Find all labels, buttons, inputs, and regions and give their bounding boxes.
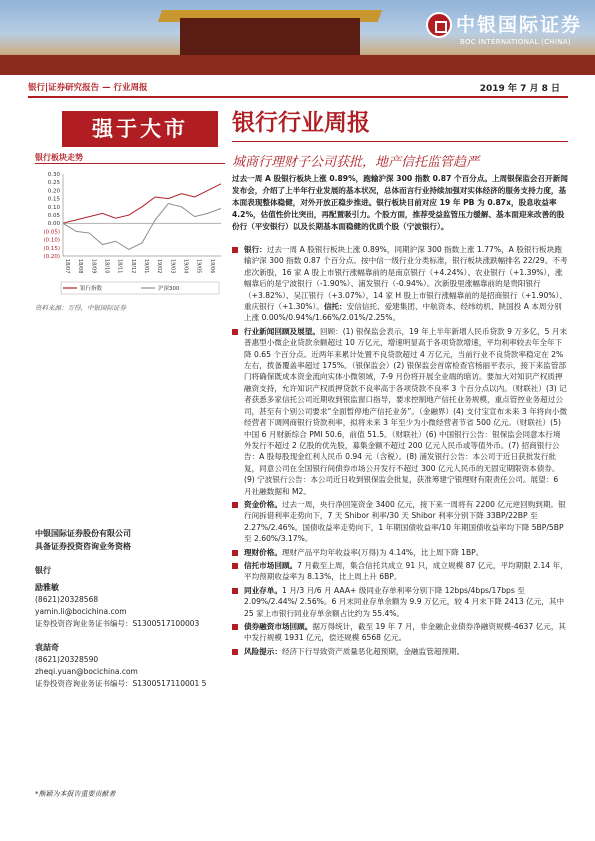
logo-en: BOC INTERNATIONAL (CHINA) [460, 38, 571, 46]
bullet-marker-icon [232, 550, 238, 556]
x-tick-label: 19/05 [195, 259, 202, 274]
bullet-text: 过去一周，央行净回笼资金 3400 亿元，接下来一周将有 2200 亿元逆回购到期。银行间拆借利率走势向下，7 天 Shibor 利率/30 天 Shibor 利率分别下降 33BP/22BP 至 2.27%/2.46%。国债收益率走势向下，1 年期国债收益率/10 年期国债收益率均下降 5BP/5BP 至 2.60%/3.17%。 [244, 499, 566, 544]
legend-label: 银行指数 [80, 286, 103, 292]
x-tick-label: 18/12 [129, 259, 136, 274]
x-tick-label: 19/01 [143, 259, 149, 274]
analyst-phone: (8621)20328590 [35, 655, 99, 664]
bullet-lead: 信托： [323, 302, 347, 312]
bullet-text: 安信信托、爱建集团、中航资本、经纬纺机、陕国投 A 本周分别上涨 0.00%/0.94%/1.66%/2.01%/2.25%。 [244, 302, 562, 323]
bullet-lead: 风险提示： [244, 646, 282, 656]
bullet-lead: 债券融资市场回顾。 [244, 622, 313, 631]
bullet-item [232, 326, 568, 497]
bullet-text: 7 月截至上周，集合信托共成立 91 只，成立规模 87 亿元，平均期限 2.14 年，平均预期收益率为 8.13%，比上周上升 6BP。 [244, 560, 568, 582]
series-line-0 [63, 184, 221, 223]
firm-qualification: 具备证券投资咨询业务资格 [35, 542, 131, 551]
department: 银行 [35, 566, 51, 575]
page-title: 银行行业周报 [232, 109, 370, 136]
x-tick-label: 18/11 [116, 259, 123, 274]
analyst-card [35, 582, 220, 630]
bullet-text: 据万得统计，截至 19 年 7 月，非金融企业债券净融资规模-4637 亿元，其中发行规模 1931 亿元，偿还规模 6568 亿元。 [244, 622, 567, 643]
y-tick-label: 0.10 [47, 204, 60, 211]
analyst-cert: 证券投资咨询业务证书编号：S1300517110001 5 [35, 679, 207, 688]
series-line-1 [63, 204, 221, 250]
chart-source: 资料来源：万得，中银国际证券 [35, 304, 126, 312]
bullet-lead: 资金价格。 [244, 499, 282, 509]
report-date: 2019 年 7 月 8 日 [479, 84, 560, 94]
y-tick-label: 0.05 [47, 213, 60, 219]
y-tick-label: (0.20) [43, 254, 60, 260]
x-tick-label: 18/07 [64, 259, 70, 274]
bullet-lead: 行业新闻回顾及展望。 [244, 326, 320, 336]
sector-trend-chart [35, 168, 225, 300]
contributor-note: *熊颖为本报告重要贡献者 [35, 790, 116, 798]
bullet-lead: 同业存单。 [244, 585, 282, 595]
chart-title-divider [35, 163, 225, 164]
bullet-item [232, 560, 568, 583]
analyst-email[interactable]: yamin.li@bocichina.com [35, 607, 127, 616]
bullet-marker-icon [232, 563, 238, 569]
key-points [232, 244, 568, 659]
bullet-text: 1 月/3 月/6 月 AAA+ 级同业存单利率分别下降 12bps/4bps/17bps 至 2.09%/2.44%/ 2.56%。6 月末同业存单余额为 9.9 万亿元，较 4 月末下降 2413 亿元，其中 25 家上市银行同业存单余额占比约为 55.4%。 [244, 585, 565, 618]
y-tick-label: 0.25 [47, 180, 60, 187]
summary-paragraph: 过去一周 A 股银行板块上涨 0.89%，跑输沪深 300 指数 0.87 个百分点。上周银保监会召开新闻发布会，介绍了上半年行业发展的基本状况，总体而言行业持续加强对实体经济的服务支持力度，基本面表现整体稳健，对外开放正稳步推进。银行板块目前对应 19 年 PB 为 0.87x，股息收益率 4.2%，估值性价比突出，再配置吸引力。个股方面，推荐受益监管压力缓解、基本面迎来改善的股份行（平安银行）以及长期基本面稳健的优质个股（宁波银行）。 [232, 174, 568, 231]
bullet-text: 理财产品平均年收益率(万得)为 4.14%，比上周下降 1BP。 [281, 547, 484, 557]
bullet-marker-icon [232, 502, 238, 508]
analyst-name: 袁喆奇 [35, 643, 59, 652]
analyst-name: 励雅敏 [35, 583, 59, 592]
banner-building [180, 18, 360, 58]
bullet-text: 回顾：(1) 银保监会表示，19 年上半年新增人民币贷款 9 万多亿，5 月末普惠型小微企业贷款余额超过 10 万亿元，增速明显高于各项贷款增速，平均利率较去年全年下降 0.65 个百分点。近两年来累计处置不良贷款超过 4 万亿元，当前行业不良贷款率稳定在 2% 左右，拨备覆盖率超过 175%。（银保监会）(2) 银保监会首席检查官杨丽平表示，接下来监管部门将确保既成本资金流向实体小微领域，7-9 月份将开展全业端的暗访。要加大对知识产权质押融资支持，允许知识产权质押贷款不良率高于各项贷款不良率 3 个百分点以内。（财联社）(3) 记者获悉多家信托公司近期收到银监窗口指导，要求控制地产信托业务规模，重点管控业务超过公司，甚至有个别公司要求“全面暂停地产信托业务”。（金融界）(4) 支付宝宣布未来 3 年将向小微经营者下调网商银行贷款利率，拟将未来 3 年至少为小微经营者节省 500 亿元。（财联社）(5) 中国 6 月财新综合 PMI 50.6，前值 51.5。（财联社）(6) 中国银行公告：银保监会同意本行境外发行不超过 2 亿股的优先股，募集金额不超过 200 亿元人民币或等值外币。(7) 招商银行公告：A 股每股现金红利人民币 0.94 元（含税）。(8) 浦发银行公告：本公司于近日获批发行批复，同意公司在全国银行间债券市场公开发行不超过 300 亿元人民币的无固定期限资本债券。(9) 宁波银行公告：本公司近日收到银保监会批复，获准筹建宁银理财有限责任公司。展望：6 月社融数据和 M2。 [244, 326, 568, 496]
x-tick-label: 19/03 [169, 259, 176, 274]
analyst-card [35, 642, 220, 690]
firm-name: 中银国际证券股份有限公司 [35, 529, 131, 538]
bullet-marker-icon [232, 624, 238, 630]
x-tick-label: 19/04 [182, 259, 189, 274]
boc-logo-icon [426, 12, 452, 38]
bullet-lead: 信托市场回顾。 [244, 560, 298, 570]
bullet-marker-icon [232, 329, 238, 335]
rating-badge: 强于大市 [62, 111, 218, 147]
legend-label: 沪深300 [158, 286, 180, 292]
company-logo [426, 6, 591, 52]
bullet-marker-icon [232, 588, 238, 594]
logo-cn: 中银国际证券 [456, 14, 583, 36]
bullet-item [232, 244, 568, 324]
y-tick-label: 0.15 [47, 196, 60, 203]
bullet-lead: 理财价格。 [244, 547, 282, 557]
x-tick-label: 18/10 [103, 259, 110, 274]
analyst-phone: (8621)20328568 [35, 595, 99, 604]
y-tick-label: (0.15) [43, 245, 60, 252]
bullet-item [232, 646, 568, 657]
chart-title: 银行板块走势 [35, 153, 83, 162]
header-banner [0, 0, 595, 75]
bullet-item [232, 621, 568, 644]
y-tick-label: 0.30 [47, 172, 60, 178]
x-tick-label: 19/06 [208, 259, 215, 274]
breadcrumb: 银行|证券研究报告 — 行业周报 [28, 83, 148, 93]
analyst-cert: 证券投资咨询业务证书编号：S1300517100003 [35, 619, 200, 628]
y-tick-label: 0.20 [47, 188, 60, 195]
y-tick-label: (0.10) [43, 237, 60, 244]
bullet-item [232, 585, 568, 619]
bullet-item [232, 547, 568, 558]
bullet-marker-icon [232, 247, 238, 253]
bullet-item [232, 499, 568, 545]
y-tick-label: (0.05) [43, 229, 60, 236]
x-tick-label: 18/09 [90, 259, 97, 274]
y-tick-label: 0.00 [47, 221, 60, 228]
analyst-email[interactable]: zheqi.yuan@bocichina.com [35, 667, 138, 676]
report-subtitle: 城商行理财子公司获批，地产信托监管趋严 [232, 155, 480, 170]
bullet-text: 经济下行导致资产质量恶化超预期，金融监管超预期。 [281, 646, 465, 656]
x-tick-label: 19/02 [156, 259, 163, 274]
bullet-lead: 银行： [244, 245, 267, 254]
x-tick-label: 18/08 [77, 259, 84, 274]
header-divider [28, 96, 568, 98]
title-divider [232, 141, 568, 142]
bullet-marker-icon [232, 649, 238, 655]
firm-info [35, 527, 220, 553]
banner-wall [0, 55, 595, 75]
bullet-text: 过去一周 A 股银行板块上涨 0.89%，同期沪深 300 指数上涨 1.77%，A 股银行板块跑输沪深 300 指数 0.87 个百分点。按中信一级行业分类标准，银行板块涨跌幅排名 22/29。不考虑次新股，16 家 A 股上市银行涨幅靠前的是南京银行（+4.24%）、农业银行（+1.39%），涨幅靠后的是宁波银行（-1.90%）、浦发银行（-0.94%）。次新股里涨幅靠前的是贵阳银行（+3.82%）、吴江银行（+3.07%），14 家 H 股上市银行涨幅靠前的是招商银行（+1.90%）、重庆银行（+1.30%）。 [244, 245, 568, 312]
